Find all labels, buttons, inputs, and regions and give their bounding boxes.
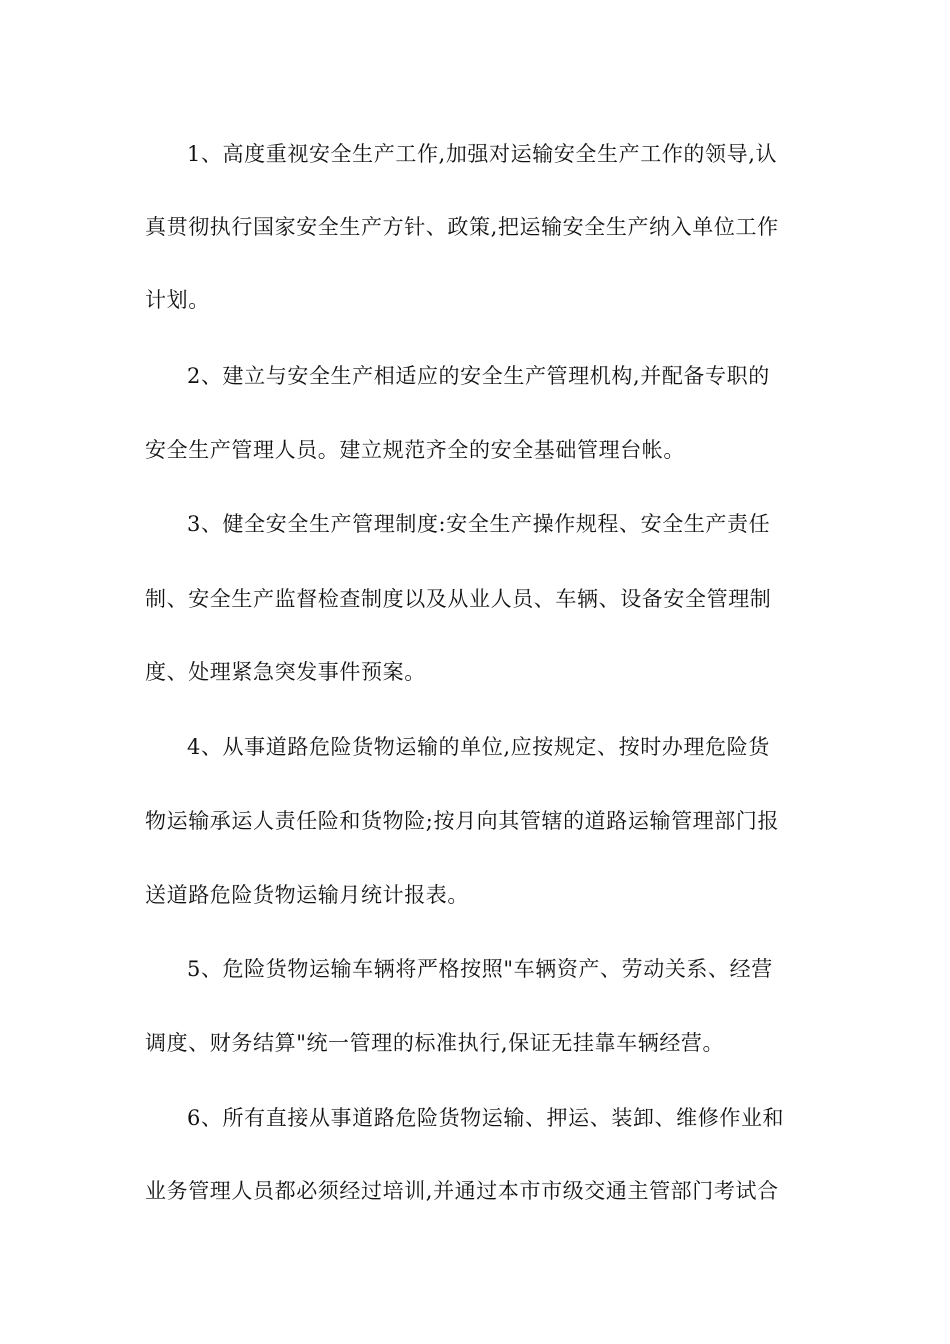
paragraph-6-line-1: 6、所有直接从事道路危险货物运输、押运、装卸、维修作业和 — [187, 1106, 785, 1130]
paragraph-3-line-3: 度、处理紧急突发事件预案。 — [145, 660, 426, 684]
paragraph-6-line-2: 业务管理人员都必须经过培训,并通过本市市级交通主管部门考试合 — [145, 1179, 779, 1203]
paragraph-3-line-2: 制、安全生产监督检查制度以及从业人员、车辆、设备安全管理制 — [145, 587, 772, 611]
paragraph-1-line-1: 1、高度重视安全生产工作,加强对运输安全生产工作的领导,认 — [187, 142, 778, 166]
paragraph-2-line-1: 2、建立与安全生产相适应的安全生产管理机构,并配备专职的 — [187, 364, 770, 388]
paragraph-2-line-2: 安全生产管理人员。建立规范齐全的安全基础管理台帐。 — [145, 438, 685, 462]
paragraph-4-line-1: 4、从事道路危险货物运输的单位,应按规定、按时办理危险货 — [187, 735, 770, 759]
paragraph-4-line-3: 送道路危险货物运输月统计报表。 — [145, 883, 469, 907]
paragraph-1-line-2: 真贯彻执行国家安全生产方针、政策,把运输安全生产纳入单位工作 — [145, 215, 779, 239]
paragraph-1-line-3: 计划。 — [145, 288, 210, 312]
paragraph-3-line-1: 3、健全安全生产管理制度:安全生产操作规程、安全生产责任 — [187, 512, 771, 536]
paragraph-5-line-1: 5、危险货物运输车辆将严格按照"车辆资产、劳动关系、经营 — [187, 957, 773, 981]
paragraph-5-line-2: 调度、财务结算"统一管理的标准执行,保证无挂靠车辆经营。 — [145, 1031, 725, 1055]
paragraph-4-line-2: 物运输承运人责任险和货物险;按月向其管辖的道路运输管理部门报 — [145, 809, 780, 833]
